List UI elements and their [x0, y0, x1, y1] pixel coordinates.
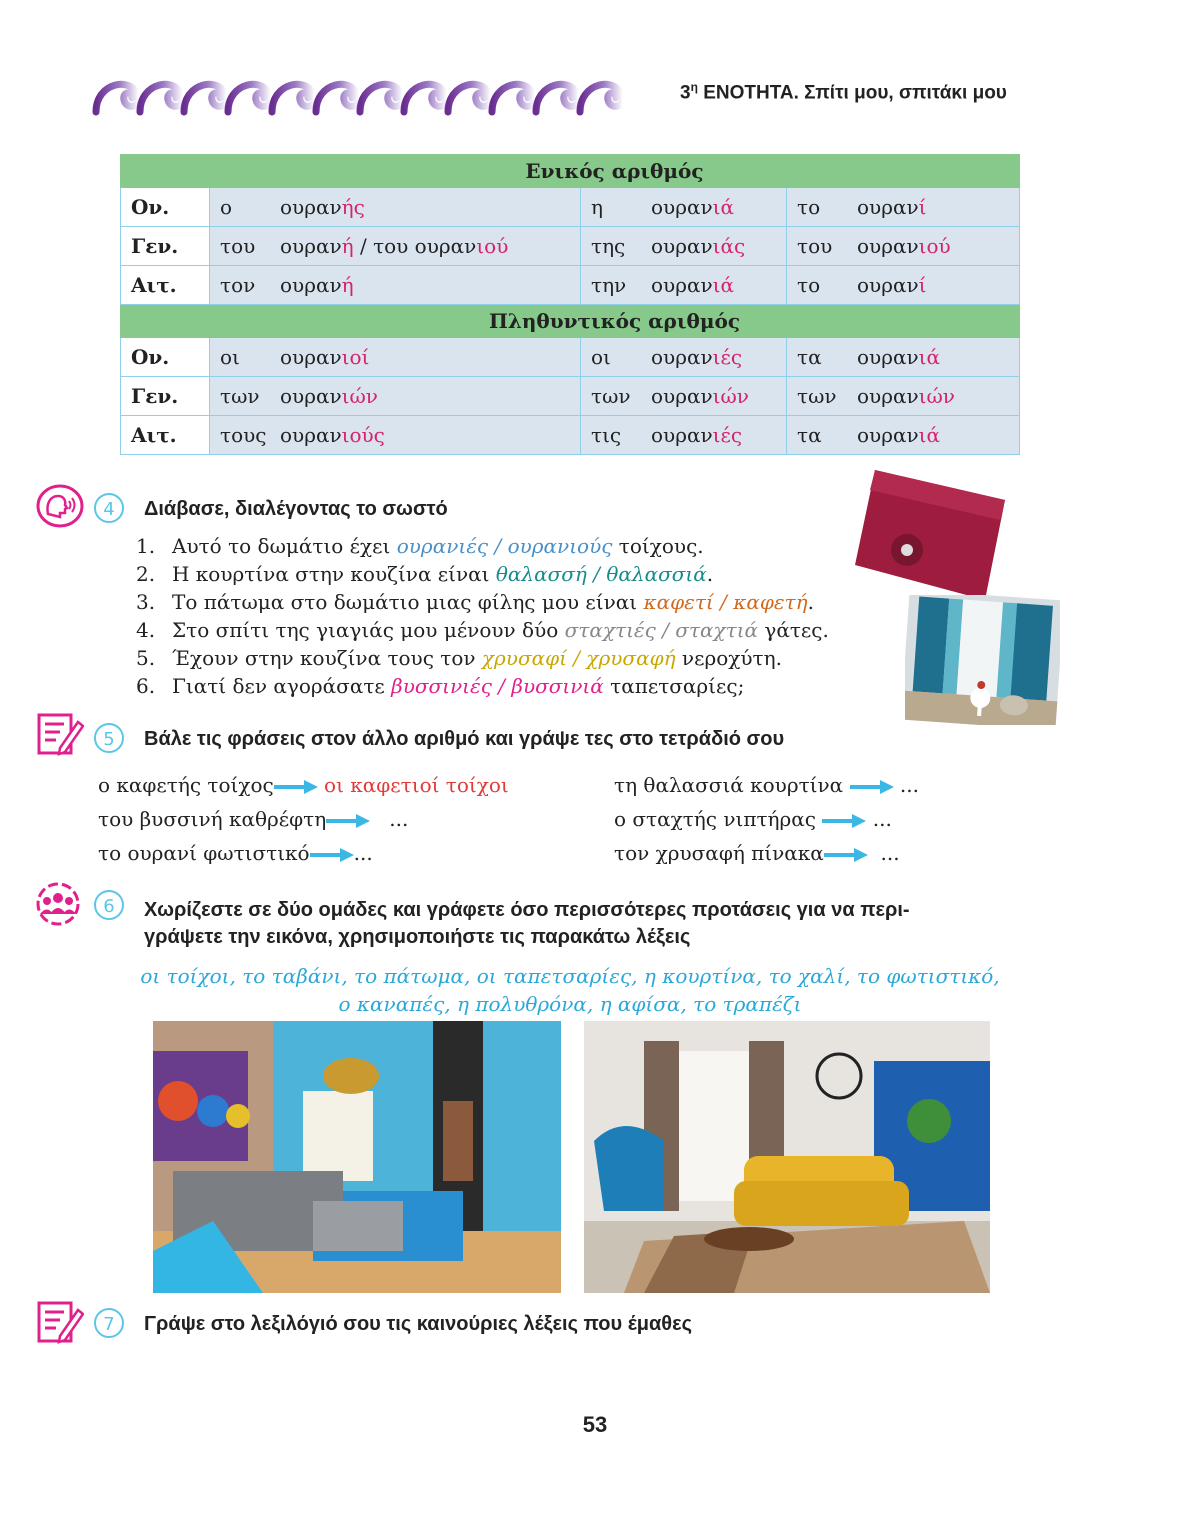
- table-row: Αιτ. τους ουρανιούς τις ουρανιές τα ουρανιά: [121, 416, 1020, 455]
- phrase-row: τον χρυσαφή πίνακα ...: [614, 841, 900, 865]
- arrow-right-icon: [274, 780, 318, 794]
- singular-band: [121, 155, 1020, 188]
- group-work-icon: [34, 882, 82, 926]
- decorative-wave-band: [92, 72, 652, 118]
- singular-label: Ενικός αριθμός: [210, 155, 1020, 188]
- exercise-5-number: 5: [94, 723, 124, 753]
- unit-title: $3^\eta$ ΕΝΟΤΗΤΑ. Σπίτι μου, σπιτάκι μου: [680, 80, 1007, 104]
- wallpaper-roll-image: [855, 470, 1005, 600]
- list-item: 2. Η κουρτίνα στην κουζίνα είναι θαλασσή / θαλασσιά.: [136, 562, 714, 586]
- phrase-row: ο καφετής τοίχος οι καφετιοί τοίχοι: [98, 773, 509, 797]
- table-row: Γεν. του ουρανή / του ουρανιού της ουρανιάς του ουρανιού: [121, 227, 1020, 266]
- exercise-7-title: Γράψε στο λεξιλόγιό σου τις καινούριες λέξεις που έμαθες: [144, 1313, 692, 1335]
- writing-pencil-icon: [36, 712, 84, 756]
- exercise-6-number: 6: [94, 890, 124, 920]
- phrase-row: ο σταχτής νιπτήρας ...: [614, 807, 892, 831]
- living-room-photo-1: [153, 1021, 561, 1293]
- word-bank: οι τοίχοι, το ταβάνι, το πάτωμα, οι ταπετσαρίες, η κουρτίνα, το χαλί, το φωτιστικό, ο καναπές, η πολυθρόνα, η αφίσα, το τραπέζι: [140, 964, 1000, 1016]
- exercise-4-list: [136, 532, 829, 700]
- exercise-5-left-column: [98, 768, 509, 870]
- phrase-row: το ουρανί φωτιστικό ...: [98, 841, 373, 865]
- living-room-photo-2: [584, 1021, 990, 1293]
- speaking-head-icon: [36, 484, 84, 528]
- page-number: 53: [582, 1412, 608, 1437]
- declension-table: [120, 154, 1020, 455]
- list-item: 3. Το πάτωμα στο δωμάτιο μιας φίλης μου είναι καφετί / καφετή.: [136, 590, 814, 614]
- table-row: Ον. οι ουρανιοί οι ουρανιές τα ουρανιά: [121, 338, 1020, 377]
- arrow-right-icon: [822, 814, 866, 828]
- arrow-right-icon: [310, 848, 354, 862]
- phrase-row: του βυσσινή καθρέφτη ...: [98, 807, 409, 831]
- writing-pencil-icon: [36, 1300, 84, 1344]
- phrase-row: τη θαλασσιά κουρτίνα ...: [614, 773, 919, 797]
- exercise-4-number: 4: [94, 493, 124, 523]
- exercise-4-title: Διάβασε, διαλέγοντας το σωστό: [144, 498, 448, 520]
- table-row: Γεν. των ουρανιών των ουρανιών των ουρανιών: [121, 377, 1020, 416]
- list-item: 5. Έχουν στην κουζίνα τους τον χρυσαφί / χρυσαφή νεροχύτη.: [136, 646, 782, 670]
- arrow-right-icon: [824, 848, 868, 862]
- exercise-7-number: 7: [94, 1308, 124, 1338]
- list-item: 4. Στο σπίτι της γιαγιάς μου μένουν δύο σταχτιές / σταχτιά γάτες.: [136, 618, 829, 642]
- table-row: Ον. ο ουρανής η ουρανιά το ουρανί: [121, 188, 1020, 227]
- arrow-right-icon: [850, 780, 894, 794]
- curtain-room-image: [905, 595, 1060, 725]
- exercise-6-title: Χωρίζεστε σε δύο ομάδες και γράφετε όσο περισσότερες προτάσεις για να περι- γράψετε την εικόνα, χρησιμοποιήστε τις παρακάτω λέξεις: [144, 899, 910, 948]
- list-item: 1. Αυτό το δωμάτιο έχει ουρανιές / ουρανιούς τοίχους.: [136, 534, 704, 558]
- list-item: 6. Γιατί δεν αγοράσατε βυσσινιές / βυσσινιά ταπετσαρίες;: [136, 674, 745, 698]
- plural-band: [121, 305, 1020, 338]
- plural-label: Πληθυντικός αριθμός: [210, 305, 1020, 338]
- exercise-5-right-column: [614, 768, 919, 870]
- table-row: Αιτ. τον ουρανή την ουρανιά το ουρανί: [121, 266, 1020, 305]
- exercise-5-title: Βάλε τις φράσεις στον άλλο αριθμό και γράψε τες στο τετράδιό σου: [144, 728, 785, 750]
- arrow-right-icon: [326, 814, 370, 828]
